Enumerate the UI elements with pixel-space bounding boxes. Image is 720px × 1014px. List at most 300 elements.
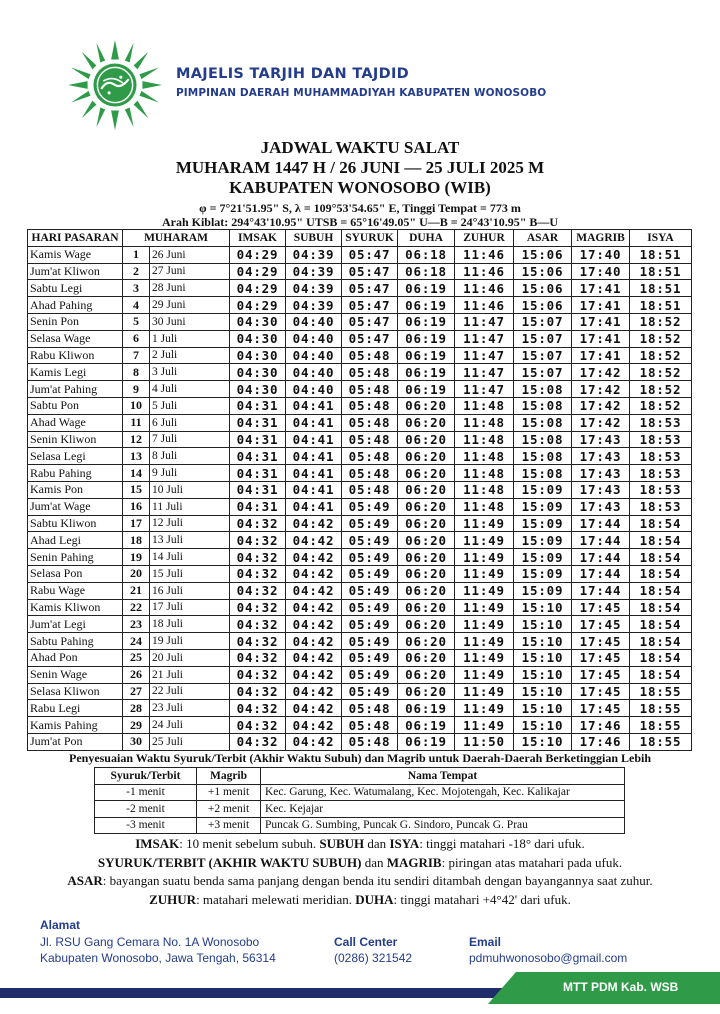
adj-syuruk: -3 menit [95, 817, 197, 834]
cell-subuh: 04:41 [286, 448, 342, 465]
cell-asar: 15:10 [514, 633, 572, 650]
cell-subuh: 04:41 [286, 481, 342, 498]
cell-isya: 18:53 [630, 448, 692, 465]
cell-asar: 15:10 [514, 733, 572, 750]
cell-muharam-day: 2 [123, 263, 150, 280]
cell-masehi-date: 24 Juli [150, 717, 230, 734]
cell-zuhur: 11:49 [455, 666, 514, 683]
cell-imsak: 04:31 [230, 481, 286, 498]
cell-imsak: 04:32 [230, 683, 286, 700]
cell-syuruk: 05:49 [342, 666, 398, 683]
cell-muharam-day: 27 [123, 683, 150, 700]
cell-asar: 15:08 [514, 431, 572, 448]
note-imsak-subuh-isya: IMSAK: 10 menit sebelum subuh. SUBUH dan ISYA: tinggi matahari -18° dari ufuk. [135, 836, 585, 851]
cell-duha: 06:20 [398, 465, 455, 482]
cell-imsak: 04:31 [230, 431, 286, 448]
adj-magrib: +2 menit [197, 801, 261, 818]
cell-zuhur: 11:49 [455, 582, 514, 599]
cell-isya: 18:55 [630, 683, 692, 700]
cell-syuruk: 05:48 [342, 700, 398, 717]
cell-magrib: 17:42 [572, 381, 630, 398]
cell-muharam-day: 5 [123, 313, 150, 330]
cell-asar: 15:10 [514, 649, 572, 666]
cell-syuruk: 05:49 [342, 532, 398, 549]
cell-imsak: 04:30 [230, 347, 286, 364]
adjustment-row [95, 817, 625, 834]
cell-syuruk: 05:49 [342, 565, 398, 582]
cell-masehi-date: 26 Juni [150, 246, 230, 263]
cell-magrib: 17:41 [572, 297, 630, 314]
footer-brand: MTT PDM Kab. WSB [563, 980, 679, 994]
cell-syuruk: 05:48 [342, 431, 398, 448]
cell-duha: 06:19 [398, 717, 455, 734]
cell-hari-pasaran: Jum'at Legi [28, 616, 123, 633]
cell-duha: 06:20 [398, 431, 455, 448]
cell-muharam-day: 20 [123, 565, 150, 582]
cell-syuruk: 05:49 [342, 633, 398, 650]
cell-syuruk: 05:48 [342, 465, 398, 482]
cell-imsak: 04:30 [230, 364, 286, 381]
cell-magrib: 17:45 [572, 633, 630, 650]
cell-duha: 06:20 [398, 515, 455, 532]
cell-subuh: 04:42 [286, 649, 342, 666]
cell-masehi-date: 18 Juli [150, 616, 230, 633]
adjustment-row [95, 784, 625, 801]
adj-tempat: Kec. Garung, Kec. Watumalang, Kec. Mojotengah, Kec. Kalikajar [261, 784, 625, 801]
cell-subuh: 04:39 [286, 263, 342, 280]
cell-syuruk: 05:47 [342, 330, 398, 347]
cell-asar: 15:09 [514, 498, 572, 515]
cell-imsak: 04:29 [230, 280, 286, 297]
schedule-region: KABUPATEN WONOSOBO (WIB) [229, 178, 491, 197]
cell-syuruk: 05:48 [342, 364, 398, 381]
cell-hari-pasaran: Senin Pahing [28, 549, 123, 566]
adj-header-magrib: Magrib [197, 768, 261, 785]
cell-subuh: 04:39 [286, 246, 342, 263]
col-header-asar: ASAR [514, 230, 572, 247]
table-row [28, 582, 692, 599]
cell-magrib: 17:41 [572, 347, 630, 364]
cell-duha: 06:18 [398, 246, 455, 263]
cell-zuhur: 11:49 [455, 599, 514, 616]
cell-imsak: 04:32 [230, 582, 286, 599]
table-row [28, 297, 692, 314]
table-row [28, 381, 692, 398]
cell-duha: 06:19 [398, 700, 455, 717]
cell-duha: 06:20 [398, 616, 455, 633]
cell-hari-pasaran: Rabu Kliwon [28, 347, 123, 364]
call-center-label: Call Center [334, 935, 398, 949]
cell-hari-pasaran: Jum'at Pon [28, 733, 123, 750]
org-subtitle: PIMPINAN DAERAH MUHAMMADIYAH KABUPATEN WONOSOBO [176, 87, 547, 99]
cell-muharam-day: 12 [123, 431, 150, 448]
cell-zuhur: 11:47 [455, 364, 514, 381]
cell-magrib: 17:45 [572, 649, 630, 666]
cell-zuhur: 11:46 [455, 280, 514, 297]
table-row [28, 666, 692, 683]
cell-masehi-date: 9 Juli [150, 465, 230, 482]
cell-zuhur: 11:48 [455, 448, 514, 465]
cell-magrib: 17:45 [572, 666, 630, 683]
cell-zuhur: 11:49 [455, 549, 514, 566]
cell-muharam-day: 6 [123, 330, 150, 347]
cell-imsak: 04:29 [230, 246, 286, 263]
cell-zuhur: 11:49 [455, 649, 514, 666]
cell-syuruk: 05:49 [342, 649, 398, 666]
cell-isya: 18:55 [630, 700, 692, 717]
cell-muharam-day: 8 [123, 364, 150, 381]
cell-hari-pasaran: Senin Kliwon [28, 431, 123, 448]
qibla-direction: Arah Kiblat: 294°43'10.95" UTSB = 65°16'49.05" U—B = 24°43'10.95" B—U [161, 215, 559, 229]
cell-isya: 18:54 [630, 582, 692, 599]
cell-zuhur: 11:47 [455, 330, 514, 347]
cell-syuruk: 05:47 [342, 280, 398, 297]
cell-subuh: 04:42 [286, 633, 342, 650]
cell-subuh: 04:40 [286, 313, 342, 330]
cell-masehi-date: 17 Juli [150, 599, 230, 616]
table-row [28, 414, 692, 431]
cell-syuruk: 05:49 [342, 515, 398, 532]
cell-hari-pasaran: Jum'at Wage [28, 498, 123, 515]
cell-subuh: 04:41 [286, 431, 342, 448]
adj-magrib: +3 menit [197, 817, 261, 834]
table-row [28, 683, 692, 700]
table-row [28, 498, 692, 515]
email-label: Email [469, 935, 502, 949]
cell-isya: 18:51 [630, 263, 692, 280]
cell-masehi-date: 6 Juli [150, 414, 230, 431]
cell-subuh: 04:42 [286, 666, 342, 683]
table-row [28, 330, 692, 347]
address-line-2: Kabupaten Wonosobo, Jawa Tengah, 56314 [40, 951, 276, 965]
cell-duha: 06:18 [398, 263, 455, 280]
cell-hari-pasaran: Jum'at Pahing [28, 381, 123, 398]
table-row [28, 549, 692, 566]
cell-asar: 15:08 [514, 381, 572, 398]
cell-zuhur: 11:49 [455, 717, 514, 734]
cell-hari-pasaran: Ahad Pon [28, 649, 123, 666]
cell-asar: 15:09 [514, 532, 572, 549]
cell-zuhur: 11:47 [455, 381, 514, 398]
cell-duha: 06:19 [398, 297, 455, 314]
cell-muharam-day: 28 [123, 700, 150, 717]
cell-hari-pasaran: Sabtu Legi [28, 280, 123, 297]
cell-duha: 06:20 [398, 498, 455, 515]
cell-masehi-date: 19 Juli [150, 633, 230, 650]
cell-magrib: 17:44 [572, 532, 630, 549]
cell-syuruk: 05:49 [342, 599, 398, 616]
cell-imsak: 04:30 [230, 313, 286, 330]
table-row [28, 599, 692, 616]
prayer-times-table [27, 229, 692, 751]
cell-isya: 18:54 [630, 565, 692, 582]
cell-asar: 15:07 [514, 347, 572, 364]
cell-masehi-date: 21 Juli [150, 666, 230, 683]
cell-syuruk: 05:49 [342, 683, 398, 700]
cell-masehi-date: 8 Juli [150, 448, 230, 465]
cell-magrib: 17:45 [572, 700, 630, 717]
call-center-number: (0286) 321542 [334, 951, 413, 965]
cell-duha: 06:20 [398, 481, 455, 498]
adjustment-header-row [95, 768, 625, 785]
cell-subuh: 04:41 [286, 465, 342, 482]
cell-masehi-date: 16 Juli [150, 582, 230, 599]
cell-imsak: 04:30 [230, 330, 286, 347]
cell-syuruk: 05:47 [342, 263, 398, 280]
cell-muharam-day: 10 [123, 397, 150, 414]
adj-magrib: +1 menit [197, 784, 261, 801]
cell-zuhur: 11:49 [455, 683, 514, 700]
cell-muharam-day: 15 [123, 481, 150, 498]
cell-syuruk: 05:47 [342, 313, 398, 330]
cell-magrib: 17:41 [572, 330, 630, 347]
cell-asar: 15:06 [514, 263, 572, 280]
cell-masehi-date: 1 Juli [150, 330, 230, 347]
cell-imsak: 04:32 [230, 666, 286, 683]
table-row [28, 431, 692, 448]
cell-imsak: 04:31 [230, 414, 286, 431]
cell-magrib: 17:43 [572, 481, 630, 498]
cell-magrib: 17:45 [572, 616, 630, 633]
table-row [28, 448, 692, 465]
cell-imsak: 04:31 [230, 465, 286, 482]
cell-magrib: 17:42 [572, 364, 630, 381]
cell-muharam-day: 3 [123, 280, 150, 297]
cell-imsak: 04:32 [230, 616, 286, 633]
note-asar: ASAR: bayangan suatu benda sama panjang dengan benda itu sendiri ditambah dengan bayangannya saat zuhur. [67, 873, 653, 889]
cell-duha: 06:19 [398, 347, 455, 364]
table-row [28, 733, 692, 750]
table-row [28, 717, 692, 734]
cell-syuruk: 05:48 [342, 717, 398, 734]
cell-subuh: 04:40 [286, 347, 342, 364]
cell-magrib: 17:46 [572, 717, 630, 734]
cell-imsak: 04:32 [230, 633, 286, 650]
cell-hari-pasaran: Selasa Wage [28, 330, 123, 347]
cell-subuh: 04:42 [286, 616, 342, 633]
cell-isya: 18:52 [630, 381, 692, 398]
cell-asar: 15:09 [514, 565, 572, 582]
note-syuruk-magrib: SYURUK/TERBIT (AKHIR WAKTU SUBUH) dan MAGRIB: piringan atas matahari pada ufuk. [97, 854, 623, 870]
cell-zuhur: 11:47 [455, 347, 514, 364]
cell-isya: 18:54 [630, 616, 692, 633]
cell-subuh: 04:42 [286, 515, 342, 532]
cell-zuhur: 11:49 [455, 515, 514, 532]
table-row [28, 616, 692, 633]
cell-isya: 18:54 [630, 649, 692, 666]
cell-magrib: 17:43 [572, 431, 630, 448]
adj-header-tempat: Nama Tempat [261, 768, 625, 785]
cell-magrib: 17:43 [572, 465, 630, 482]
adj-tempat: Kec. Kejajar [261, 801, 625, 818]
cell-isya: 18:53 [630, 481, 692, 498]
cell-duha: 06:19 [398, 733, 455, 750]
cell-hari-pasaran: Ahad Pahing [28, 297, 123, 314]
cell-asar: 15:09 [514, 549, 572, 566]
cell-imsak: 04:31 [230, 498, 286, 515]
cell-masehi-date: 30 Juni [150, 313, 230, 330]
cell-isya: 18:52 [630, 313, 692, 330]
cell-magrib: 17:42 [572, 414, 630, 431]
cell-syuruk: 05:48 [342, 414, 398, 431]
cell-hari-pasaran: Senin Wage [28, 666, 123, 683]
cell-syuruk: 05:49 [342, 549, 398, 566]
table-row [28, 313, 692, 330]
cell-magrib: 17:40 [572, 246, 630, 263]
address-label: Alamat [40, 918, 81, 932]
cell-hari-pasaran: Kamis Pon [28, 481, 123, 498]
cell-isya: 18:51 [630, 297, 692, 314]
adjustment-title: Penyesuaian Waktu Syuruk/Terbit (Akhir Waktu Subuh) dan Magrib untuk Daerah-Daerah Berketinggian Lebih [68, 751, 652, 765]
cell-duha: 06:20 [398, 582, 455, 599]
table-row [28, 532, 692, 549]
cell-muharam-day: 19 [123, 549, 150, 566]
cell-asar: 15:09 [514, 481, 572, 498]
cell-asar: 15:10 [514, 616, 572, 633]
cell-masehi-date: 11 Juli [150, 498, 230, 515]
note-zuhur-duha: ZUHUR: matahari melewati meridian. DUHA: tinggi matahari +4°42' dari ufuk. [149, 891, 571, 907]
cell-masehi-date: 23 Juli [150, 700, 230, 717]
page-footer [0, 910, 720, 1014]
cell-isya: 18:52 [630, 397, 692, 414]
cell-subuh: 04:42 [286, 700, 342, 717]
table-row [28, 263, 692, 280]
cell-hari-pasaran: Sabtu Kliwon [28, 515, 123, 532]
table-row [28, 246, 692, 263]
cell-magrib: 17:44 [572, 582, 630, 599]
table-row [28, 397, 692, 414]
cell-imsak: 04:32 [230, 717, 286, 734]
document-title-block [0, 138, 720, 229]
cell-duha: 06:19 [398, 280, 455, 297]
cell-asar: 15:06 [514, 297, 572, 314]
cell-isya: 18:54 [630, 666, 692, 683]
cell-zuhur: 11:49 [455, 532, 514, 549]
adj-syuruk: -1 menit [95, 784, 197, 801]
cell-magrib: 17:41 [572, 280, 630, 297]
cell-isya: 18:54 [630, 633, 692, 650]
cell-magrib: 17:43 [572, 448, 630, 465]
cell-magrib: 17:44 [572, 565, 630, 582]
cell-muharam-day: 16 [123, 498, 150, 515]
cell-isya: 18:54 [630, 549, 692, 566]
col-header-zuhur: ZUHUR [455, 230, 514, 247]
cell-isya: 18:53 [630, 498, 692, 515]
cell-duha: 06:19 [398, 330, 455, 347]
cell-subuh: 04:42 [286, 565, 342, 582]
adj-header-syuruk: Syuruk/Terbit [95, 768, 197, 785]
adjustment-row [95, 801, 625, 818]
cell-zuhur: 11:48 [455, 498, 514, 515]
cell-masehi-date: 12 Juli [150, 515, 230, 532]
cell-magrib: 17:46 [572, 733, 630, 750]
cell-asar: 15:07 [514, 364, 572, 381]
table-row [28, 481, 692, 498]
cell-muharam-day: 17 [123, 515, 150, 532]
cell-muharam-day: 22 [123, 599, 150, 616]
cell-isya: 18:54 [630, 515, 692, 532]
cell-hari-pasaran: Kamis Pahing [28, 717, 123, 734]
cell-subuh: 04:39 [286, 297, 342, 314]
table-row [28, 700, 692, 717]
cell-syuruk: 05:48 [342, 381, 398, 398]
table-row [28, 347, 692, 364]
cell-zuhur: 11:47 [455, 313, 514, 330]
col-header-syuruk: SYURUK [342, 230, 398, 247]
cell-hari-pasaran: Rabu Legi [28, 700, 123, 717]
cell-masehi-date: 5 Juli [150, 397, 230, 414]
cell-imsak: 04:32 [230, 733, 286, 750]
cell-zuhur: 11:48 [455, 481, 514, 498]
cell-magrib: 17:45 [572, 683, 630, 700]
cell-muharam-day: 7 [123, 347, 150, 364]
cell-hari-pasaran: Jum'at Kliwon [28, 263, 123, 280]
cell-asar: 15:10 [514, 717, 572, 734]
cell-zuhur: 11:49 [455, 700, 514, 717]
cell-syuruk: 05:49 [342, 582, 398, 599]
cell-hari-pasaran: Senin Pon [28, 313, 123, 330]
cell-imsak: 04:32 [230, 599, 286, 616]
address-line-1: Jl. RSU Gang Cemara No. 1A Wonosobo [40, 935, 260, 949]
cell-syuruk: 05:49 [342, 616, 398, 633]
cell-isya: 18:53 [630, 465, 692, 482]
cell-magrib: 17:44 [572, 515, 630, 532]
cell-hari-pasaran: Sabtu Pon [28, 397, 123, 414]
cell-isya: 18:53 [630, 414, 692, 431]
cell-imsak: 04:32 [230, 700, 286, 717]
adjustment-table [94, 767, 625, 834]
cell-duha: 06:20 [398, 532, 455, 549]
cell-muharam-day: 11 [123, 414, 150, 431]
cell-syuruk: 05:48 [342, 448, 398, 465]
cell-duha: 06:20 [398, 565, 455, 582]
cell-zuhur: 11:48 [455, 465, 514, 482]
cell-subuh: 04:42 [286, 733, 342, 750]
cell-hari-pasaran: Kamis Legi [28, 364, 123, 381]
cell-masehi-date: 13 Juli [150, 532, 230, 549]
cell-syuruk: 05:47 [342, 246, 398, 263]
cell-asar: 15:10 [514, 683, 572, 700]
cell-asar: 15:10 [514, 599, 572, 616]
adj-syuruk: -2 menit [95, 801, 197, 818]
coordinates: φ = 7°21'51.95" S, λ = 109°53'54.65" E, Tinggi Tempat = 773 m [199, 201, 521, 215]
cell-magrib: 17:44 [572, 549, 630, 566]
cell-masehi-date: 22 Juli [150, 683, 230, 700]
cell-magrib: 17:45 [572, 599, 630, 616]
cell-hari-pasaran: Kamis Wage [28, 246, 123, 263]
cell-zuhur: 11:46 [455, 297, 514, 314]
cell-duha: 06:20 [398, 666, 455, 683]
cell-hari-pasaran: Ahad Wage [28, 414, 123, 431]
cell-isya: 18:55 [630, 717, 692, 734]
table-row [28, 280, 692, 297]
cell-asar: 15:10 [514, 666, 572, 683]
cell-masehi-date: 3 Juli [150, 364, 230, 381]
cell-zuhur: 11:49 [455, 633, 514, 650]
cell-zuhur: 11:48 [455, 414, 514, 431]
cell-asar: 15:07 [514, 313, 572, 330]
cell-asar: 15:08 [514, 465, 572, 482]
cell-zuhur: 11:48 [455, 431, 514, 448]
cell-asar: 15:08 [514, 414, 572, 431]
cell-syuruk: 05:48 [342, 397, 398, 414]
cell-zuhur: 11:50 [455, 733, 514, 750]
cell-isya: 18:51 [630, 246, 692, 263]
cell-subuh: 04:41 [286, 498, 342, 515]
cell-asar: 15:06 [514, 246, 572, 263]
table-row [28, 515, 692, 532]
cell-masehi-date: 2 Juli [150, 347, 230, 364]
